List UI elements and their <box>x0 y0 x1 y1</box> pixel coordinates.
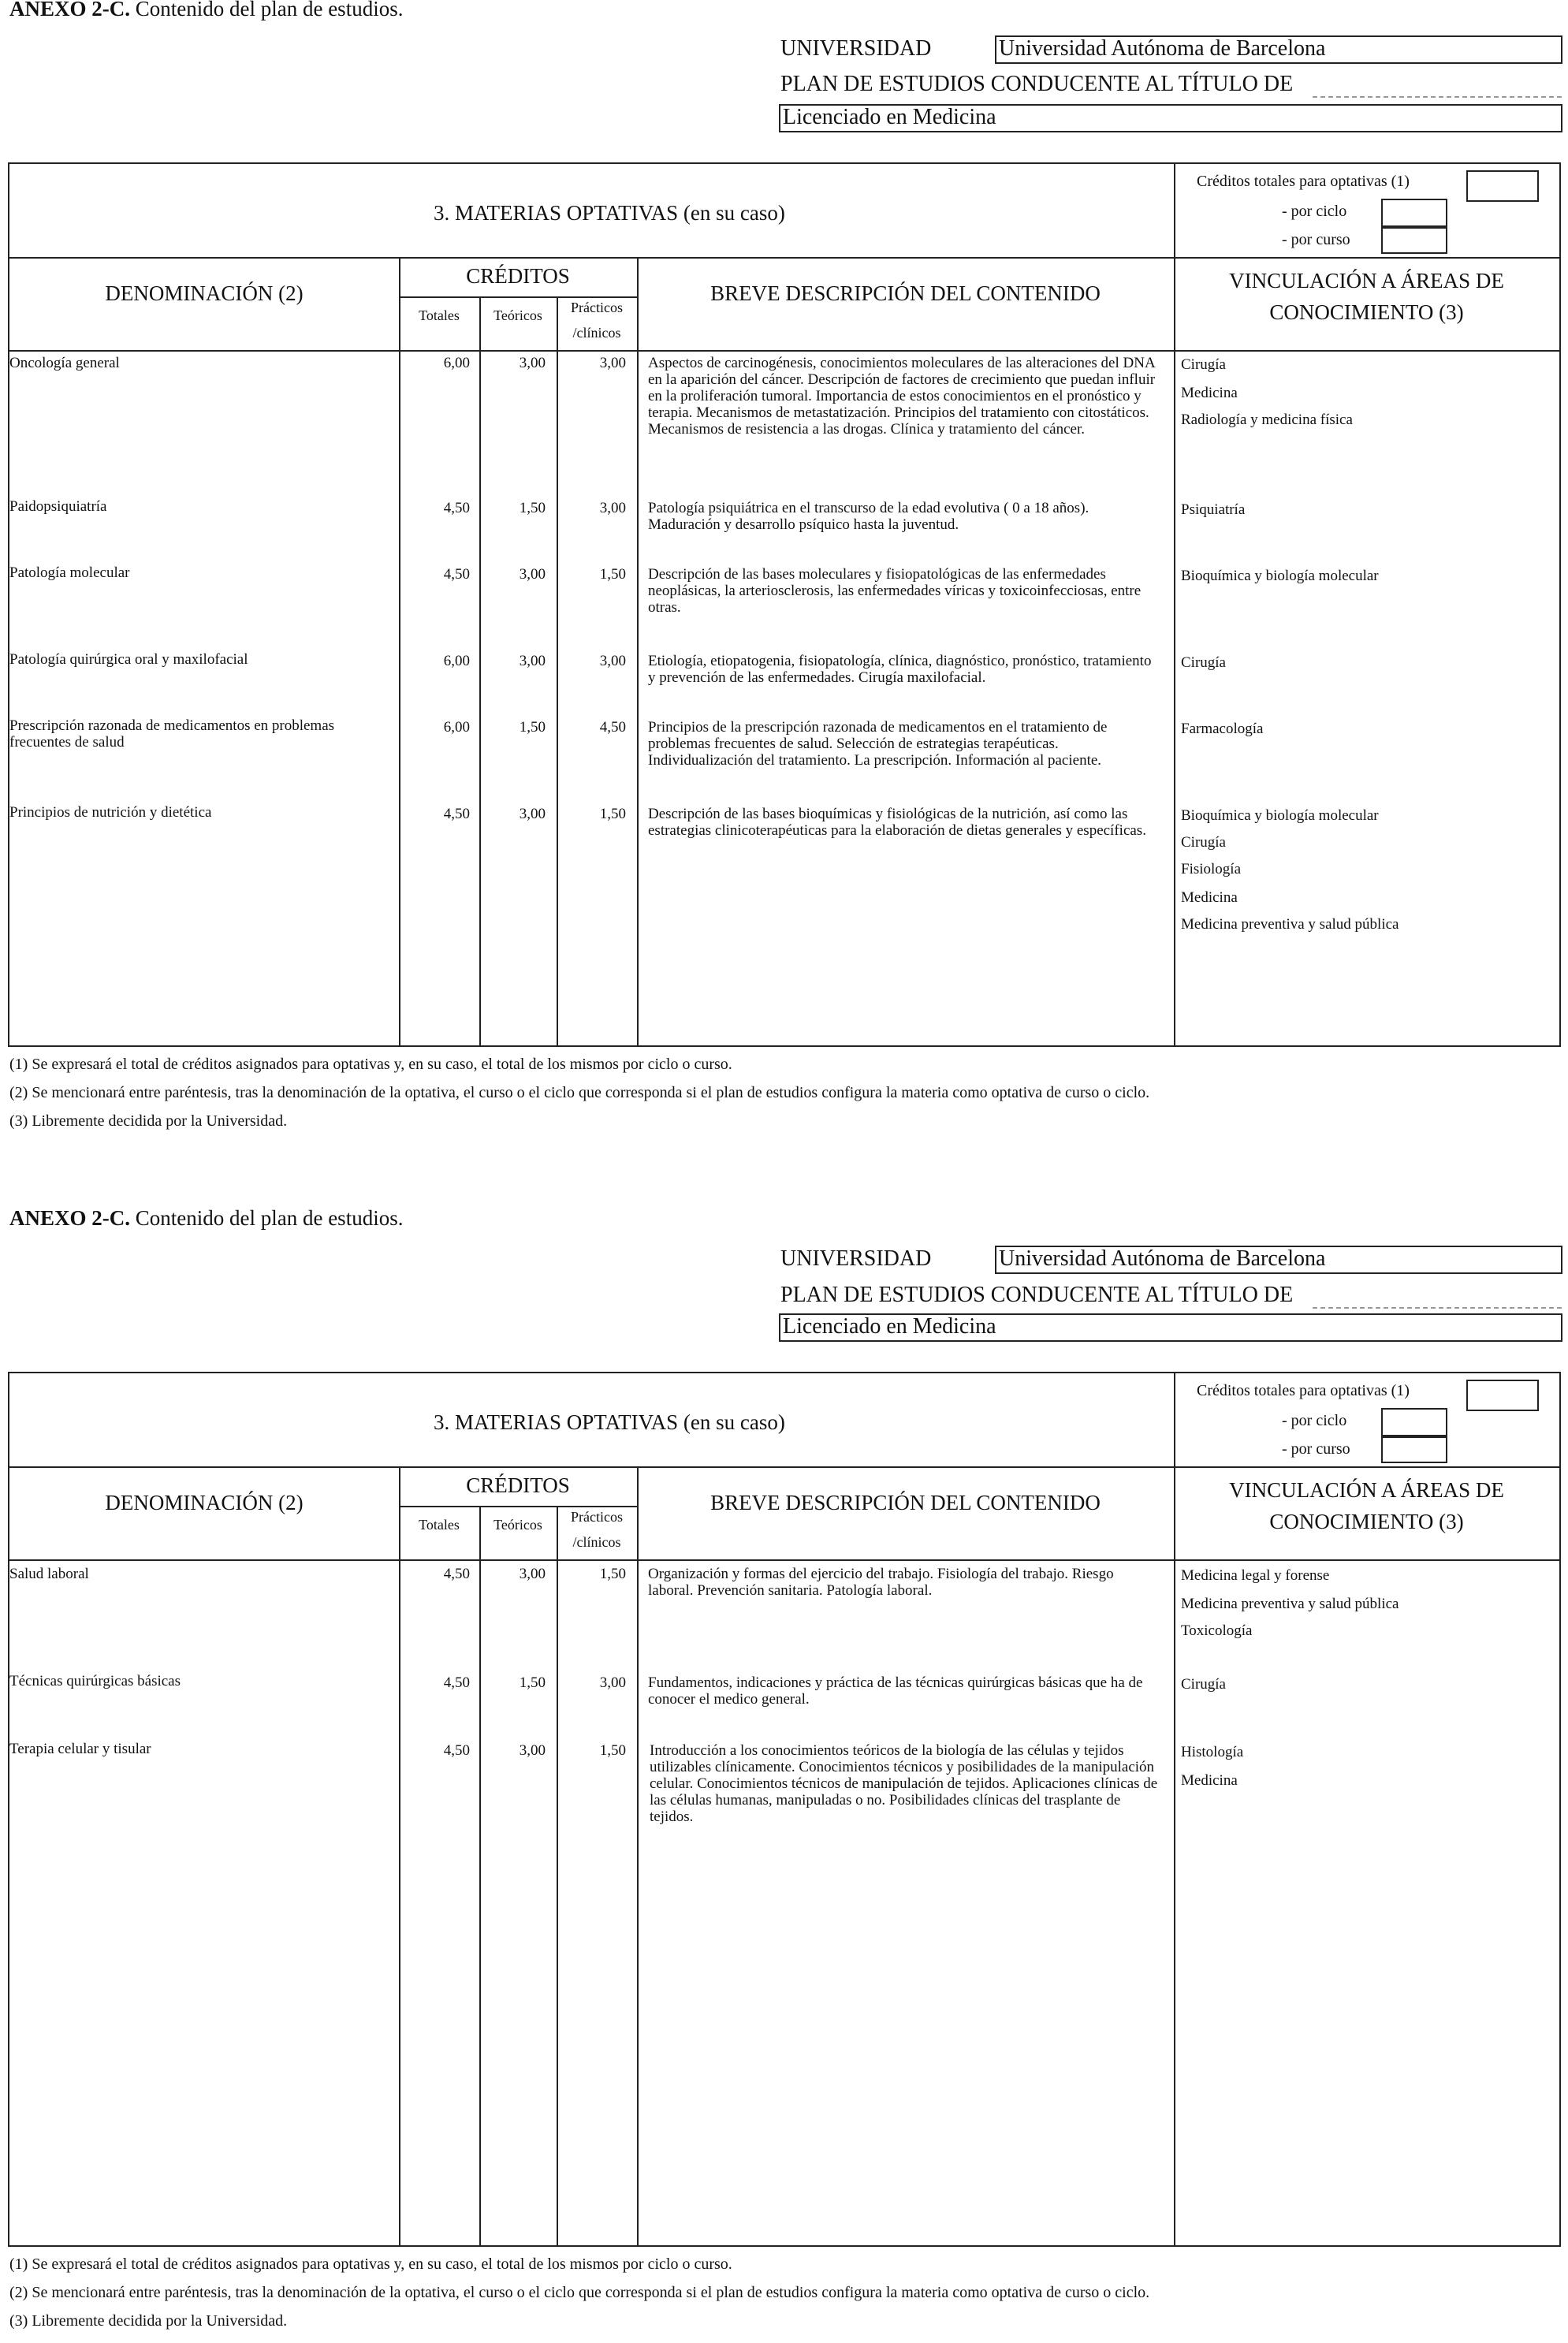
row-practicos: 3,00 <box>599 1674 626 1691</box>
row-totales: 6,00 <box>443 355 470 371</box>
col-vinculacion-1: VINCULACIÓN A ÁREAS DE <box>1229 1478 1504 1502</box>
por-curso-label: - por curso <box>1282 231 1350 248</box>
row-totales: 4,50 <box>443 1566 470 1582</box>
row-totales: 4,50 <box>443 566 470 583</box>
row-area: Cirugía <box>1181 654 1226 671</box>
universidad-label: UNIVERSIDAD <box>780 1246 932 1271</box>
header-divider <box>9 1466 1559 1468</box>
row-totales: 4,50 <box>443 806 470 822</box>
row-area: Fisiología <box>1181 861 1242 877</box>
col-line-1 <box>399 1466 400 2245</box>
footnote-2: (2) Se mencionará entre paréntesis, tras la denominación de la optativa, el curso o el ciclo que corresponda si el plan de estudios configura la materia como optativa de curso o ciclo. <box>9 2284 1150 2301</box>
row-teoricos: 3,00 <box>519 1742 546 1759</box>
col-line-5-top <box>1174 164 1175 257</box>
table-title: 3. MATERIAS OPTATIVAS (en su caso) <box>434 201 785 225</box>
creditos-totales-label: Créditos totales para optativas (1) <box>1197 173 1410 190</box>
creditos-divider <box>399 296 637 298</box>
optativas-table <box>8 162 1561 1047</box>
row-teoricos: 1,50 <box>519 1674 546 1691</box>
row-area: Medicina <box>1181 385 1238 401</box>
row-practicos: 4,50 <box>599 719 626 736</box>
row-description: Etiología, etiopatogenia, fisiopatología, clínica, diagnóstico, pronóstico, tratamiento y prevención de las enfermedades. Cirugía maxilofacial. <box>648 653 1152 686</box>
col-line-2 <box>479 1506 481 2245</box>
row-description: Patología psiquiátrica en el transcurso de la edad evolutiva ( 0 a 18 años). Maduración y desarrollo psíquico hasta la juventud. <box>648 500 1089 533</box>
creditos-totales-box <box>1466 170 1539 202</box>
titulo-value: Licenciado en Medicina <box>779 1313 1562 1342</box>
row-name: Patología molecular <box>9 564 130 581</box>
row-practicos: 1,50 <box>599 1566 626 1582</box>
row-area: Cirugía <box>1181 834 1226 851</box>
row-practicos: 3,00 <box>599 653 626 669</box>
anexo-subtitle: Contenido del plan de estudios. <box>130 1206 404 1230</box>
row-area: Bioquímica y biología molecular <box>1181 568 1379 584</box>
por-curso-box <box>1381 1436 1447 1463</box>
anexo-subtitle: Contenido del plan de estudios. <box>130 0 404 20</box>
annex-page-2 <box>0 1206 1568 2343</box>
col-practicos: Prácticos <box>571 300 623 315</box>
row-name: Prescripción razonada de medicamentos en problemas frecuentes de salud <box>9 717 335 751</box>
row-totales: 6,00 <box>443 653 470 669</box>
row-totales: 4,50 <box>443 1674 470 1691</box>
anexo-label: ANEXO 2-C. <box>9 0 130 20</box>
row-description: Descripción de las bases bioquímicas y fisiológicas de la nutrición, así como las estrategias clinicoterapéuticas para la elaboración de dietas generales y específicas. <box>648 806 1146 839</box>
row-totales: 4,50 <box>443 500 470 516</box>
col-vinculacion-2: CONOCIMIENTO (3) <box>1269 300 1464 324</box>
row-area: Cirugía <box>1181 356 1226 373</box>
col-practicos: Prácticos <box>571 1509 623 1525</box>
col-totales: Totales <box>419 307 460 323</box>
row-description: Organización y formas del ejercicio del trabajo. Fisiología del trabajo. Riesgo laboral. Prevención sanitaria. Patología laboral. <box>648 1566 1114 1599</box>
row-area: Histología <box>1181 1744 1244 1760</box>
row-area: Farmacología <box>1181 721 1264 737</box>
header-divider <box>9 257 1559 259</box>
row-area: Medicina <box>1181 889 1238 906</box>
col-teoricos: Teóricos <box>493 307 542 323</box>
col-line-4 <box>637 257 639 1045</box>
col-line-3 <box>557 1506 558 2245</box>
row-totales: 6,00 <box>443 719 470 736</box>
col-line-5 <box>1174 164 1175 1045</box>
footnotes <box>9 1050 1149 1135</box>
row-teoricos: 3,00 <box>519 653 546 669</box>
row-name: Técnicas quirúrgicas básicas <box>9 1673 181 1689</box>
row-name: Paidopsiquiatría <box>9 498 107 515</box>
col-creditos: CRÉDITOS <box>466 264 570 288</box>
row-teoricos: 3,00 <box>519 806 546 822</box>
plan-label-underline <box>1313 1307 1562 1309</box>
row-teoricos: 3,00 <box>519 566 546 583</box>
universidad-value: Universidad Autónoma de Barcelona <box>995 1246 1562 1274</box>
row-area: Toxicología <box>1181 1622 1253 1639</box>
col-line-5 <box>1174 1373 1175 2245</box>
footnote-1: (1) Se expresará el total de créditos asignados para optativas y, en su caso, el total de los mismos por ciclo o curso. <box>9 2255 732 2273</box>
row-practicos: 3,00 <box>599 355 626 371</box>
row-area: Bioquímica y biología molecular <box>1181 807 1379 824</box>
row-description: Fundamentos, indicaciones y práctica de las técnicas quirúrgicas básicas que ha de conocer el medico general. <box>648 1674 1143 1708</box>
universidad-value: Universidad Autónoma de Barcelona <box>995 35 1562 64</box>
footnote-3: (3) Libremente decidida por la Universidad. <box>9 2312 288 2330</box>
col-line-4 <box>637 1466 639 2245</box>
row-teoricos: 1,50 <box>519 719 546 736</box>
body-divider <box>9 350 1559 352</box>
row-description: Principios de la prescripción razonada de medicamentos en el tratamiento de problemas frecuentes de salud. Selección de estrategias terapéuticas. Individualización del tratamiento. La prescripción. Información al paciente. <box>648 719 1108 769</box>
body-divider <box>9 1559 1559 1561</box>
row-name: Oncología general <box>9 355 120 371</box>
row-practicos: 1,50 <box>599 806 626 822</box>
row-description: Introducción a los conocimientos teóricos de la biología de las células y tejidos utilizables clínicamente. Conocimientos técnicos y posibilidades de la manipulación celular. Conocimientos técnicos de manipulación de tejidos. Aplicaciones clínicas de las células humanas, manipuladas o no. Posibilidades clínicas del trasplante de tejidos. <box>650 1742 1158 1825</box>
row-totales: 4,50 <box>443 1742 470 1759</box>
col-descripcion: BREVE DESCRIPCIÓN DEL CONTENIDO <box>710 1491 1101 1514</box>
footnotes <box>9 2250 1149 2335</box>
col-teoricos: Teóricos <box>493 1517 542 1533</box>
row-area: Medicina <box>1181 1772 1238 1789</box>
row-name: Patología quirúrgica oral y maxilofacial <box>9 651 248 668</box>
row-area: Medicina preventiva y salud pública <box>1181 916 1399 933</box>
por-ciclo-label: - por ciclo <box>1282 1412 1347 1429</box>
annex-page-1 <box>0 0 1568 1167</box>
row-area: Medicina preventiva y salud pública <box>1181 1596 1399 1612</box>
col-totales: Totales <box>419 1517 460 1533</box>
creditos-totales-box <box>1466 1380 1539 1411</box>
por-curso-label: - por curso <box>1282 1440 1350 1458</box>
creditos-divider <box>399 1506 637 1507</box>
plan-label: PLAN DE ESTUDIOS CONDUCENTE AL TÍTULO DE <box>780 72 1294 96</box>
row-name: Principios de nutrición y dietética <box>9 804 212 821</box>
row-area: Medicina legal y forense <box>1181 1567 1330 1584</box>
col-clinicos: /clínicos <box>572 325 621 341</box>
plan-label-underline <box>1313 96 1562 98</box>
footnote-1: (1) Se expresará el total de créditos asignados para optativas y, en su caso, el total de los mismos por ciclo o curso. <box>9 1056 732 1073</box>
por-ciclo-box <box>1381 1408 1447 1436</box>
col-line-3 <box>557 296 558 1045</box>
col-clinicos: /clínicos <box>572 1534 621 1550</box>
row-teoricos: 3,00 <box>519 355 546 371</box>
table-title: 3. MATERIAS OPTATIVAS (en su caso) <box>434 1410 785 1434</box>
footnote-3: (3) Libremente decidida por la Universidad. <box>9 1112 288 1130</box>
creditos-totales-label: Créditos totales para optativas (1) <box>1197 1382 1410 1399</box>
col-line-2 <box>479 296 481 1045</box>
row-area: Radiología y medicina física <box>1181 412 1353 428</box>
optativas-table <box>8 1372 1561 2247</box>
col-line-1 <box>399 257 400 1045</box>
col-vinculacion-2: CONOCIMIENTO (3) <box>1269 1510 1464 1533</box>
row-description: Descripción de las bases moleculares y fisiopatológicas de las enfermedades neoplásicas, la arteriosclerosis, las enfermedades víricas y toxicoinfecciosas, entre otras. <box>648 566 1142 616</box>
plan-label: PLAN DE ESTUDIOS CONDUCENTE AL TÍTULO DE <box>780 1283 1294 1307</box>
anexo-heading <box>9 0 403 20</box>
col-vinculacion-1: VINCULACIÓN A ÁREAS DE <box>1229 269 1504 292</box>
anexo-label: ANEXO 2-C. <box>9 1206 130 1230</box>
row-teoricos: 1,50 <box>519 500 546 516</box>
por-curso-box <box>1381 227 1447 254</box>
universidad-label: UNIVERSIDAD <box>780 36 932 61</box>
row-description: Aspectos de carcinogénesis, conocimientos moleculares de las alteraciones del DNA en la aparición del cáncer. Descripción de factores de crecimiento que puedan influir en la proliferación tumoral. Importancia de estos conocimientos en el pronóstico y terapia. Mecanismos de metastatización. Principios del tratamiento con citostáticos. Mecanismos de resistencia a las drogas. Clínica y tratamiento del cáncer. <box>648 355 1156 438</box>
row-practicos: 3,00 <box>599 500 626 516</box>
row-name: Terapia celular y tisular <box>9 1741 151 1757</box>
footnote-2: (2) Se mencionará entre paréntesis, tras la denominación de la optativa, el curso o el ciclo que corresponda si el plan de estudios configura la materia como optativa de curso o ciclo. <box>9 1084 1150 1101</box>
row-area: Cirugía <box>1181 1676 1226 1693</box>
por-ciclo-box <box>1381 199 1447 227</box>
row-area: Psiquiatría <box>1181 501 1246 518</box>
row-teoricos: 3,00 <box>519 1566 546 1582</box>
row-practicos: 1,50 <box>599 566 626 583</box>
row-name: Salud laboral <box>9 1566 89 1582</box>
por-ciclo-label: - por ciclo <box>1282 203 1347 220</box>
anexo-heading <box>9 1206 403 1230</box>
col-denominacion: DENOMINACIÓN (2) <box>105 1491 304 1514</box>
col-descripcion: BREVE DESCRIPCIÓN DEL CONTENIDO <box>710 281 1101 305</box>
col-denominacion: DENOMINACIÓN (2) <box>105 281 304 305</box>
row-practicos: 1,50 <box>599 1742 626 1759</box>
col-creditos: CRÉDITOS <box>466 1473 570 1497</box>
titulo-value: Licenciado en Medicina <box>779 104 1562 132</box>
